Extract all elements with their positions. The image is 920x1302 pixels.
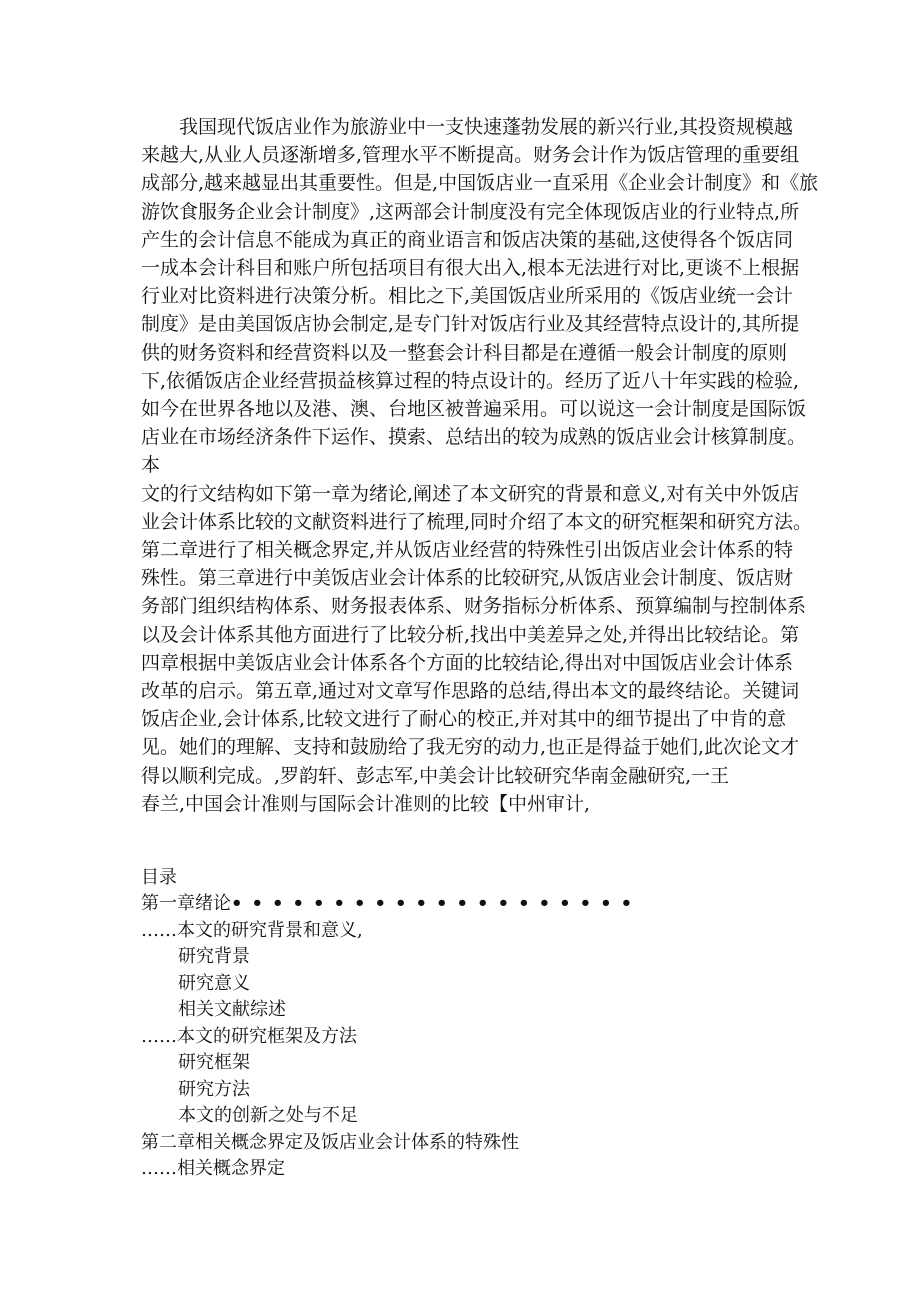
toc-items	[141, 918, 791, 1183]
body-line: 游饮食服务企业会计制度》,这两部会计制度没有完全体现饭店业的行业特点,所	[141, 200, 800, 223]
body-line: 得以顺利完成。,罗韵轩、彭志军,中美会计比较研究华南金融研究,一王	[141, 764, 730, 787]
toc-chapter-1	[141, 891, 791, 918]
body-line: 本	[141, 454, 161, 477]
toc-item: 相关文献综述	[178, 999, 286, 1021]
toc-title: 目录	[141, 867, 177, 889]
body-line: 店业在市场经济条件下运作、摸索、总结出的较为成熟的饭店业会计核算制度。	[141, 426, 807, 449]
body-line: 如今在世界各地以及港、澳、台地区被普遍采用。可以说这一会计制度是国际饭	[141, 398, 807, 421]
body-line: 我国现代饭店业作为旅游业中一支快速蓬勃发展的新兴行业,其投资规模越	[141, 116, 794, 138]
body-line: 务部门组织结构体系、财务报表体系、财务指标分析体系、预算编制与控制体系	[141, 595, 807, 618]
toc-item: 研究意义	[178, 972, 250, 994]
body-line: 业会计体系比较的文献资料进行了梳理,同时介绍了本文的研究框架和研究方法。	[141, 510, 813, 533]
body-line: 文的行文结构如下第一章为绪论,阐述了本文研究的背景和意义,对有关中外饭店	[141, 482, 800, 505]
toc-item: 研究背景	[178, 946, 250, 968]
body-line: 以及会计体系其他方面进行了比较分析,找出中美差异之处,并得出比较结论。第	[141, 623, 800, 646]
body-line: 制度》是由美国饭店协会制定,是专门针对饭店行业及其经营特点设计的,其所提	[141, 313, 800, 336]
body-line: 春兰,中国会计准则与国际会计准则的比较【中州审计,	[141, 792, 591, 815]
toc-item: ……本文的研究背景和意义,	[141, 919, 363, 941]
body-line: 产生的会计信息不能成为真正的商业语言和饭店决策的基础,这使得各个饭店同	[141, 228, 794, 251]
body-line: 来越大,从业人员逐渐增多,管理水平不断提高。财务会计作为饭店管理的重要组	[141, 144, 800, 167]
toc-item: ……本文的研究框架及方法	[141, 1025, 357, 1047]
toc-item: 研究框架	[178, 1052, 250, 1074]
body-line: 供的财务资料和经营资料以及一整套会计科目都是在遵循一般会计制度的原则	[141, 341, 788, 364]
body-line: 行业对比资料进行决策分析。相比之下,美国饭店业所采用的《饭店业统一会计	[141, 285, 794, 308]
toc-chapter-1-label: 第一章绪论	[141, 893, 231, 915]
toc-item: 第二章相关概念界定及饭店业会计体系的特殊性	[141, 1131, 519, 1153]
body-line: 饭店企业,会计体系,比较文进行了耐心的校正,并对其中的细节提出了中肯的意	[141, 708, 787, 731]
toc-item: 本文的创新之处与不足	[178, 1105, 358, 1127]
body-line: 见。她们的理解、支持和鼓励给了我无穷的动力,也正是得益于她们,此次论文才	[141, 736, 800, 759]
body-line: 殊性。第三章进行中美饭店业会计体系的比较研究,从饭店业会计制度、饭店财	[141, 567, 794, 590]
toc-item: 研究方法	[178, 1078, 250, 1100]
body-line: 四章根据中美饭店业会计体系各个方面的比较结论,得出对中国饭店业会计体系	[141, 651, 794, 674]
body-paragraph	[141, 113, 819, 818]
toc-item: ……相关概念界定	[141, 1158, 285, 1180]
document-page	[141, 113, 819, 1183]
body-line: 下,依循饭店企业经营损益核算过程的特点设计的。经历了近八十年实践的检验,	[141, 369, 800, 392]
toc-dot-leader: ••••••••••••••••••••	[231, 893, 642, 915]
body-line: 成部分,越来越显出其重要性。但是,中国饭店业一直采用《企业会计制度》和《旅	[141, 172, 819, 195]
body-line: 一成本会计科目和账户所包括项目有很大出入,根本无法进行对比,更谈不上根据	[141, 257, 800, 280]
body-line: 第二章进行了相关概念界定,并从饭店业经营的特殊性引出饭店业会计体系的特	[141, 539, 794, 562]
body-line: 改革的启示。第五章,通过对文章写作思路的总结,得出本文的最终结论。关键词	[141, 680, 800, 703]
